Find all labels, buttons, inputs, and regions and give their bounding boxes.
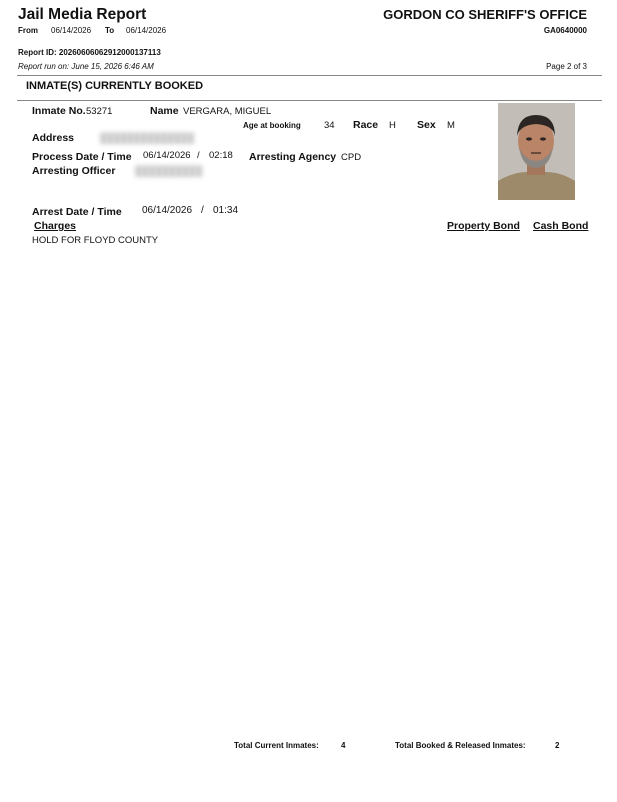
process-time: 02:18 <box>209 150 233 161</box>
sex-label: Sex <box>417 119 436 131</box>
charges-header: Charges <box>34 220 77 232</box>
page-number: Page 2 of 3 <box>546 62 587 71</box>
officer-redacted: ██████████ <box>135 166 203 177</box>
report-title: Jail Media Report <box>18 6 147 23</box>
inmate-name: VERGARA, MIGUEL <box>183 106 272 117</box>
process-label: Process Date / Time <box>32 151 132 163</box>
total-booked-label: Total Booked & Released Inmates: <box>395 741 526 750</box>
section-divider <box>17 100 602 101</box>
process-date: 06/14/2026 <box>143 150 191 161</box>
address-redacted: ██████████████ <box>100 133 195 144</box>
arrest-date: 06/14/2026 <box>142 205 193 216</box>
address-label: Address <box>32 132 75 144</box>
arresting-agency: CPD <box>341 152 362 163</box>
sex-value: M <box>447 120 455 131</box>
from-label: From <box>18 26 38 35</box>
race-label: Race <box>353 119 379 131</box>
section-title: INMATE(S) CURRENTLY BOOKED <box>26 80 204 92</box>
header-divider <box>17 75 602 76</box>
mugshot-image <box>498 103 575 200</box>
inmate-photo <box>498 103 575 200</box>
age-label: Age at booking <box>243 121 301 130</box>
agency-code: GA0640000 <box>543 26 587 35</box>
process-separator: / <box>197 150 200 161</box>
name-label: Name <box>150 105 179 117</box>
arresting-agency-label: Arresting Agency <box>249 151 337 163</box>
office-name: GORDON CO SHERIFF'S OFFICE <box>383 7 587 22</box>
report-id: Report ID: 20260606062912000137113 <box>18 48 161 57</box>
to-date: 06/14/2026 <box>126 26 167 35</box>
arrest-time: 01:34 <box>213 205 239 216</box>
property-bond-header: Property Bond <box>447 220 520 232</box>
age-value: 34 <box>324 120 335 131</box>
charge-item: HOLD FOR FLOYD COUNTY <box>32 235 159 246</box>
cash-bond-header: Cash Bond <box>533 220 589 232</box>
report-run-on: Report run on: June 15, 2026 6:46 AM <box>18 62 154 71</box>
arresting-officer-label: Arresting Officer <box>32 165 116 177</box>
race-value: H <box>389 120 396 131</box>
arrest-separator: / <box>201 205 204 216</box>
total-current-label: Total Current Inmates: <box>234 741 319 750</box>
total-booked-value: 2 <box>555 741 560 750</box>
total-current-value: 4 <box>341 741 346 750</box>
inmate-no-label: Inmate No. <box>32 105 86 117</box>
inmate-no: 53271 <box>86 106 113 117</box>
arrest-label: Arrest Date / Time <box>32 206 122 218</box>
from-date: 06/14/2026 <box>51 26 92 35</box>
to-label: To <box>105 26 115 35</box>
